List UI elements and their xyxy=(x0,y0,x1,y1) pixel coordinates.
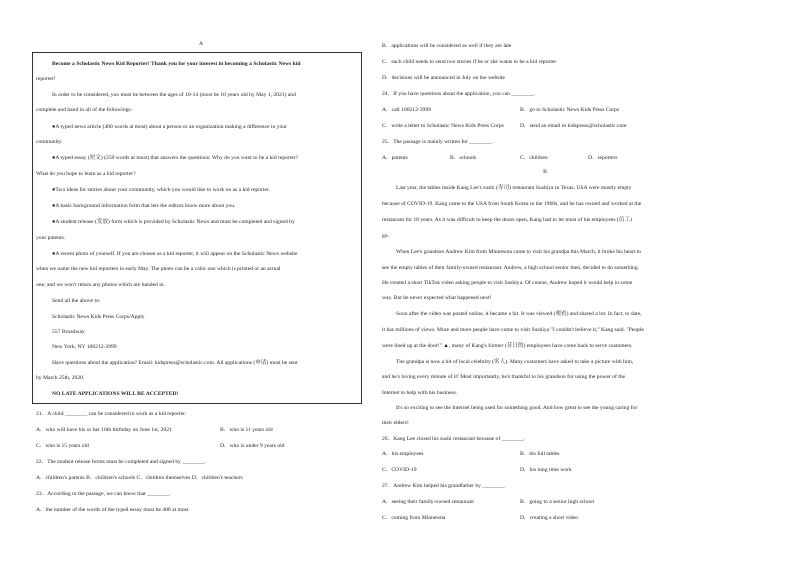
application-box xyxy=(32,52,362,404)
q23-option-d: D．decisions will be announced in July on the website xyxy=(382,75,506,81)
box-line-19: New York, NY 100212-3999 xyxy=(52,344,117,350)
box-line-22: NO LATE APPLICATIONS WILL BE ACCEPTED! xyxy=(52,391,179,397)
q23-option-b: B．applications will be considered as well if they are late xyxy=(382,43,512,49)
box-line-10: ●A basic background information form that lets the editors know more about you. xyxy=(52,203,236,209)
q21-option-b: B．who is 11 years old xyxy=(220,427,273,433)
q25-option-a: A．parents xyxy=(382,155,408,161)
box-line-3: In order to be considered, you must be between the ages of 10-14 (must be 10 years old by May 1, 2021) and xyxy=(52,92,296,98)
q26-option-c: C．COVID-19 xyxy=(382,467,417,473)
question-27: 27．Andrew Kim helped his grandfather by ________. xyxy=(382,483,507,489)
box-line-1: Become a Scholastic News Kid Reporter! Thank you for your interest in becoming a Scholastic News kid xyxy=(52,61,301,67)
question-25: 25．The passage is mainly written for ________. xyxy=(382,139,494,145)
passage-b-line-2: because of COVID-19. Kang came to the USA from South Korea in the 1960s, and he has owned and worked at the xyxy=(382,201,642,207)
box-line-17: Scholastic News Kids Press Corps/Apply xyxy=(52,314,145,320)
box-line-6: community. xyxy=(36,139,63,145)
passage-b-line-12: The grandpa is now a bit of local celebrity (名人). Many customers have asked to take a picture with him, xyxy=(396,359,634,365)
passage-b-line-6: see the empty tables of their family-owned restaurant. Andrew, a high school senior then, decided to do something. xyxy=(382,265,640,271)
box-line-9: ●Two ideas for stories about your community, which you would like to work on as a kid reporter. xyxy=(52,187,270,193)
box-line-18: 557 Broadway xyxy=(52,329,85,335)
q24-option-c: C．write a letter to Scholastic News Kids Press Corps xyxy=(382,123,504,129)
q24-option-a: A．call 100212-3999 xyxy=(382,107,431,113)
box-line-13: ●A recent photo of yourself. If you are chosen as a kid reporter, it will appear on the Scholastic News website xyxy=(52,251,298,257)
passage-b-line-4: go. xyxy=(382,233,389,239)
box-line-5: ●A typed news article (400 words at most) about a person or an organization making a difference in your xyxy=(52,124,287,130)
question-21: 21．A child ________ can be considered to work as a kid reporter. xyxy=(36,411,187,417)
box-line-21: by March 25th, 2020. xyxy=(36,375,85,381)
q21-option-c: C．who is 15 years old xyxy=(36,443,89,449)
q21-option-d: D．who is under 9 years old xyxy=(220,443,285,449)
passage-b-line-7: He created a short TikTok video asking people to visit Sushiya. Of course, Andrew hoped it would help in some xyxy=(382,280,633,286)
question-23: 23．According to the passage, we can know that ________. xyxy=(36,491,171,497)
passage-b-line-14: Internet to help with his business. xyxy=(382,390,458,396)
box-line-4: complete and hand in all of the followings: xyxy=(36,107,133,113)
q25-option-d: D．reporters xyxy=(588,155,618,161)
q22-options: A．children's parents B．children's schools C．children themselves D．children's teachers xyxy=(36,475,243,481)
question-24: 24．If you have questions about the application, you can ________. xyxy=(382,91,536,97)
box-line-7: ●A typed essay (短文) (250 words at most) that answers the questions: Why do you want to be a kid reporter? xyxy=(52,155,299,161)
q24-option-d: D．send an email to kidspress@scholastic.com xyxy=(520,123,627,129)
question-22: 22．The student release forms must be completed and signed by ________. xyxy=(36,459,207,465)
passage-b-line-8: way. But he never expected what happened next! xyxy=(382,295,492,301)
q25-option-b: B．schools xyxy=(450,155,477,161)
box-line-20: Have questions about the application? Email: kidspress@scholastic.com. All applications (申请) must be sent xyxy=(52,360,298,366)
q25-option-c: C．children xyxy=(520,155,548,161)
q27-option-c: C．coming from Minnesota xyxy=(382,515,446,521)
passage-b-line-15: It's so exciting to see the Internet being used for something good. And how great to see the young caring for xyxy=(396,405,638,411)
box-line-2: reporter! xyxy=(36,76,56,82)
passage-b-line-9: Soon after the video was posted online, it became a hit. It was viewed (观看) and shared a lot. In fact, to date, xyxy=(396,311,642,317)
box-line-8: What do you hope to learn as a kid reporter? xyxy=(36,171,136,177)
q23-option-a: A．the number of the words of the typed essay must be 400 at most xyxy=(36,507,189,513)
passage-b-line-3: restaurant for 18 years. As it was difficult to keep the doors open, Kang had to let most of his employees (员工) xyxy=(382,217,632,223)
q27-option-d: D．creating a short video xyxy=(520,515,578,521)
passage-b-line-10: it has millions of views. More and more people have come to visit Sushiya "I couldn't believe it," Kang said. "People xyxy=(382,327,644,333)
q21-option-a: A．who will have his or her 10th birthday on June 1st, 2021 xyxy=(36,427,172,433)
box-line-15: one, and we won't return any photos which are handed in. xyxy=(36,282,166,288)
box-line-12: your parents. xyxy=(36,235,66,241)
box-line-16: Send all the above to: xyxy=(52,298,101,304)
section-label-a: A xyxy=(198,41,204,47)
q24-option-b: B．go to Scholastic News Kids Press Corps xyxy=(520,107,620,113)
q23-option-c: C．each child needs to send two stories if he or she wants to be a kid reporter xyxy=(382,59,557,65)
section-label-b: B xyxy=(543,169,547,175)
passage-b-line-11: were lined up at the door!" ▲, many of Kang's former (昔日的) employees have come back to serve customers. xyxy=(382,343,633,349)
q26-option-d: D．his long time work xyxy=(520,467,572,473)
passage-b-line-5: When Lee's grandson Andrew Kim from Minnesota came to visit his grandpa this March, it broke his heart to xyxy=(396,249,642,255)
passage-b-line-16: their elders! xyxy=(382,420,409,426)
box-line-11: ●A student release (发放) form which is provided by Scholastic News and must be completed and signed by xyxy=(52,219,295,225)
box-line-14: when we name the new kid reporters in early May. The photo can be a color one which is printed or an actual xyxy=(36,266,281,272)
question-26: 26．Kang Lee closed his sushi restaurant because of ________. xyxy=(382,436,526,442)
q27-option-a: A．seeing their family-owned restaurant xyxy=(382,499,474,505)
passage-b-line-1: Last year, the tables inside Kang Lee's sushi (寿司) restaurant Sushiya in Texas, USA were mostly empty xyxy=(396,185,632,191)
passage-b-line-13: and he's loving every minute of it! Most importantly, he's thankful to his grandson for using the power of the xyxy=(382,374,626,380)
q26-option-b: B．his full tables xyxy=(520,451,560,457)
q27-option-b: B．going to a senior high school xyxy=(520,499,595,505)
q26-option-a: A．his employees xyxy=(382,451,424,457)
